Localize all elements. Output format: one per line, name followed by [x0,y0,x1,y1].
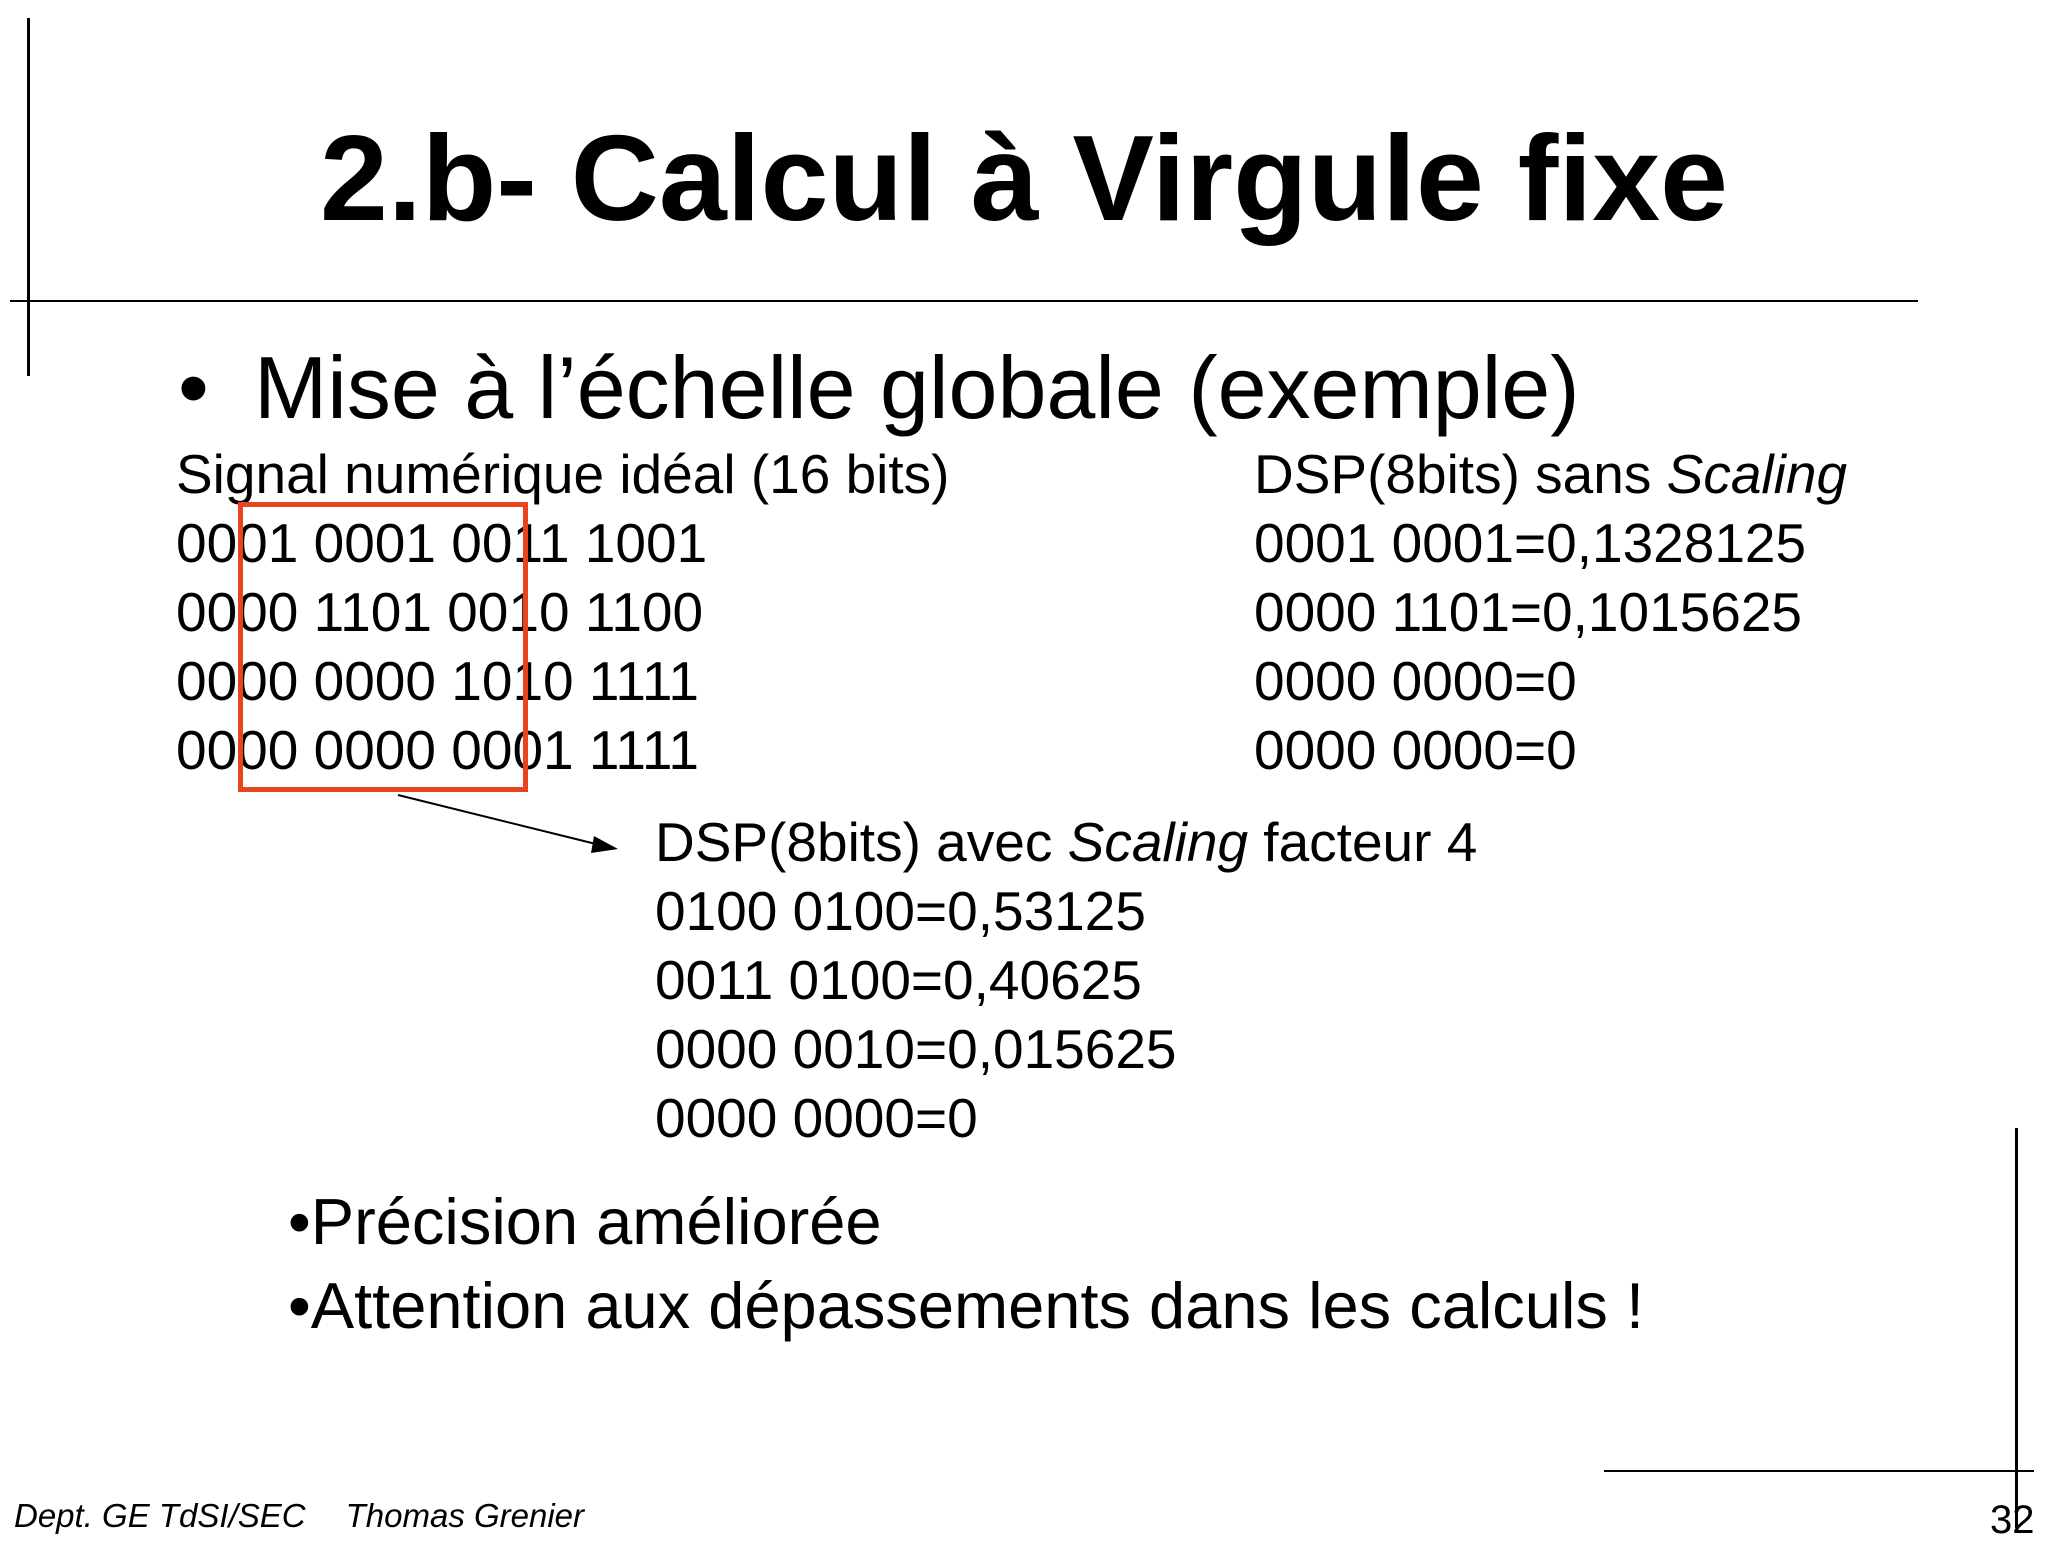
dsp-scaling-heading-suffix: facteur 4 [1248,811,1478,873]
dsp-scaling-heading-prefix: DSP(8bits) avec [655,811,1068,873]
ideal-signal-row: 0001 0001 0011 1001 [176,512,708,574]
dsp-scaling-row: 0000 0010=0,015625 [655,1018,1177,1080]
dsp-no-scaling-heading-prefix: DSP(8bits) sans [1254,443,1667,505]
bullet-marker: • [178,338,209,437]
dsp-scaling-row: 0011 0100=0,40625 [655,949,1142,1011]
dsp-no-scaling-row: 0001 0001=0,1328125 [1254,512,1807,574]
ideal-signal-heading: Signal numérique idéal (16 bits) [176,443,950,505]
dsp-scaling-column [655,808,1477,1153]
dsp-no-scaling-row: 0000 0000=0 [1254,650,1577,712]
footer-department: Dept. GE TdSI/SEC [14,1497,306,1534]
dsp-no-scaling-heading-italic: Scaling [1666,443,1848,505]
note-item: •Précision améliorée [288,1185,882,1258]
dsp-scaling-row: 0100 0100=0,53125 [655,880,1146,942]
footer-author: Thomas Grenier [345,1497,585,1534]
note-item: •Attention aux dépassements dans les calculs ! [288,1269,1645,1342]
footer-credits [14,1496,584,1536]
slide-title: 2.b- Calcul à Virgule fixe [319,110,1728,246]
dsp-no-scaling-row: 0000 1101=0,1015625 [1254,581,1803,643]
dsp-scaling-heading [655,808,1477,877]
main-bullet-text: Mise à l’échelle globale (exemple) [254,338,1580,437]
ideal-signal-row: 0000 0000 0001 1111 [176,719,700,781]
page-number: 32 [1990,1498,2035,1542]
dsp-no-scaling-heading [1254,440,1847,509]
dsp-no-scaling-row: 0000 0000=0 [1254,719,1577,781]
ideal-signal-row: 0000 1101 0010 1100 [176,581,704,643]
dsp-no-scaling-column [1254,440,1847,785]
dsp-scaling-row: 0000 0000=0 [655,1087,978,1149]
ideal-signal-row: 0000 0000 1010 1111 [176,650,700,712]
dsp-scaling-heading-italic: Scaling [1067,811,1249,873]
notes-list [288,1180,1644,1348]
